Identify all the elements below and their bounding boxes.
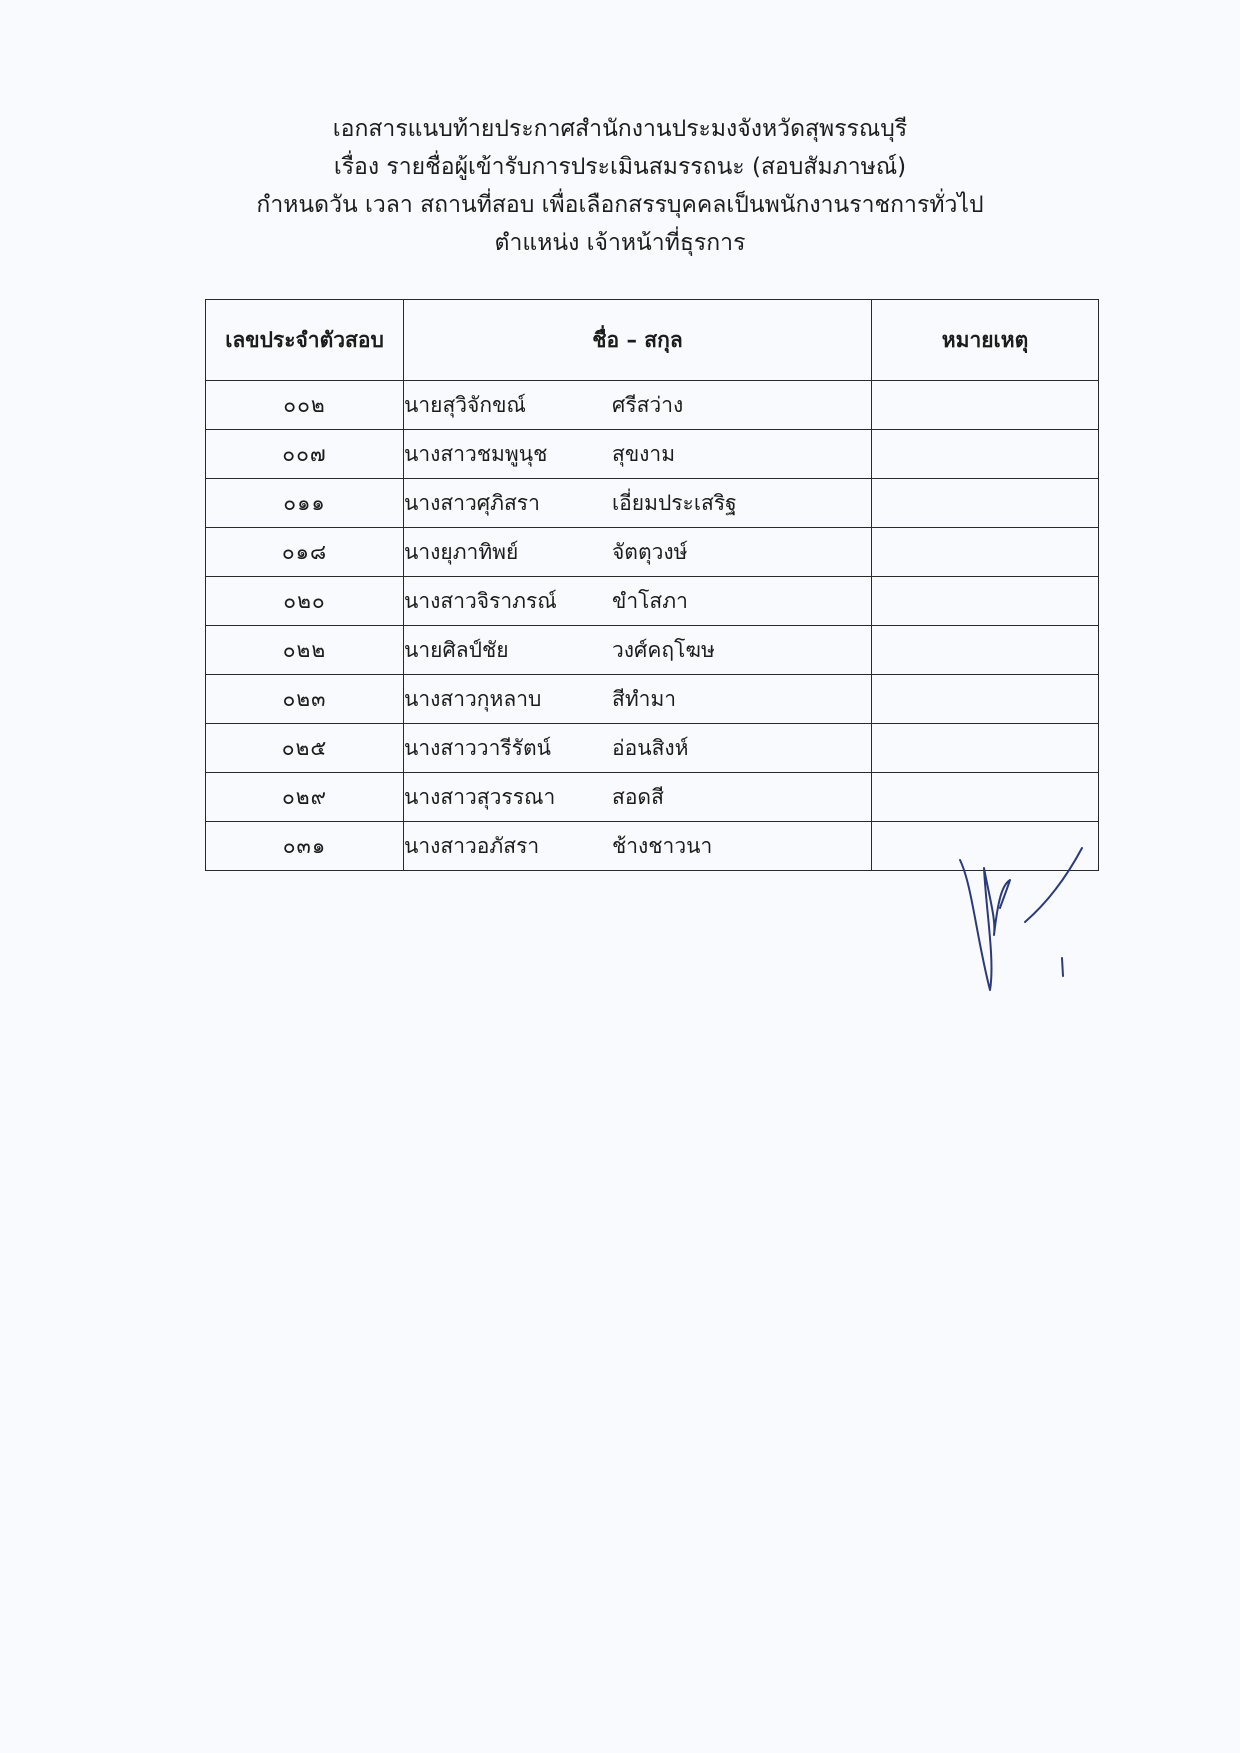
remarks-cell — [872, 381, 1099, 430]
exam-id-cell: ๐๓๑ — [206, 822, 404, 871]
remarks-cell — [872, 577, 1099, 626]
table-row — [206, 381, 1099, 430]
full-name-cell — [404, 822, 872, 871]
table-row — [206, 773, 1099, 822]
remarks-cell — [872, 528, 1099, 577]
column-header-full-name: ชื่อ – สกุล — [404, 300, 872, 381]
signature-stroke — [1062, 958, 1063, 976]
first-name: นางสาวกุหลาบ — [404, 686, 542, 711]
handwritten-signature — [950, 840, 1100, 1000]
table-row — [206, 577, 1099, 626]
remarks-cell — [872, 773, 1099, 822]
first-name: นางสาวชมพูนุช — [404, 441, 548, 466]
full-name-cell — [404, 626, 872, 675]
table-row — [206, 430, 1099, 479]
full-name-cell — [404, 577, 872, 626]
remarks-cell — [872, 430, 1099, 479]
signature-stroke — [1025, 848, 1082, 922]
first-name: นางยุภาทิพย์ — [404, 539, 519, 564]
last-name: สอดสี — [612, 784, 664, 809]
first-name: นางสาวสุวรรณา — [404, 784, 556, 809]
first-name: นายศิลป์ชัย — [404, 637, 509, 662]
exam-id-cell: ๐๑๘ — [206, 528, 404, 577]
table-row — [206, 479, 1099, 528]
exam-id-cell: ๐๒๙ — [206, 773, 404, 822]
last-name: ศรีสว่าง — [612, 392, 684, 417]
document-header — [0, 110, 1240, 262]
header-position: ตำแหน่ง เจ้าหน้าที่ธุรการ — [494, 230, 746, 256]
signature-stroke — [960, 860, 1010, 990]
candidate-table — [205, 299, 1099, 871]
table-row — [206, 626, 1099, 675]
exam-id-cell: ๐๐๒ — [206, 381, 404, 430]
header-schedule: กำหนดวัน เวลา สถานที่สอบ เพื่อเลือกสรรบุคคลเป็นพนักงานราชการทั่วไป — [256, 192, 984, 218]
first-name: นายสุวิจักขณ์ — [404, 392, 526, 417]
column-header-remarks: หมายเหตุ — [872, 300, 1099, 381]
table-row — [206, 675, 1099, 724]
exam-id-cell: ๐๒๓ — [206, 675, 404, 724]
table-row — [206, 528, 1099, 577]
column-header-exam-id: เลขประจำตัวสอบ — [206, 300, 404, 381]
full-name-cell — [404, 773, 872, 822]
last-name: สีทำมา — [612, 686, 677, 711]
first-name: นางสาวศุภิสรา — [404, 490, 540, 515]
exam-id-cell: ๐๒๕ — [206, 724, 404, 773]
header-title: เอกสารแนบท้ายประกาศสำนักงานประมงจังหวัดสุพรรณบุรี — [332, 116, 908, 142]
remarks-cell — [872, 479, 1099, 528]
full-name-cell — [404, 675, 872, 724]
table-header-row — [206, 300, 1099, 381]
full-name-cell — [404, 724, 872, 773]
full-name-cell — [404, 430, 872, 479]
full-name-cell — [404, 479, 872, 528]
last-name: อ่อนสิงห์ — [612, 735, 689, 760]
last-name: วงศ์คฤโฆษ — [612, 637, 715, 662]
first-name: นางสาวอภัสรา — [404, 833, 540, 858]
exam-id-cell: ๐๑๑ — [206, 479, 404, 528]
remarks-cell — [872, 626, 1099, 675]
last-name: ขำโสภา — [612, 588, 688, 613]
last-name: สุขงาม — [612, 441, 676, 466]
table-row — [206, 724, 1099, 773]
first-name: นางสาวจิราภรณ์ — [404, 588, 557, 613]
last-name: ช้างชาวนา — [612, 833, 713, 858]
header-subject: เรื่อง รายชื่อผู้เข้ารับการประเมินสมรรถนะ (สอบสัมภาษณ์) — [333, 154, 907, 180]
remarks-cell — [872, 724, 1099, 773]
full-name-cell — [404, 381, 872, 430]
remarks-cell — [872, 675, 1099, 724]
last-name: เอี่ยมประเสริฐ — [612, 490, 737, 515]
exam-id-cell: ๐๒๐ — [206, 577, 404, 626]
last-name: จัตตุวงษ์ — [612, 539, 688, 564]
first-name: นางสาววารีรัตน์ — [404, 735, 551, 760]
exam-id-cell: ๐๒๒ — [206, 626, 404, 675]
full-name-cell — [404, 528, 872, 577]
exam-id-cell: ๐๐๗ — [206, 430, 404, 479]
